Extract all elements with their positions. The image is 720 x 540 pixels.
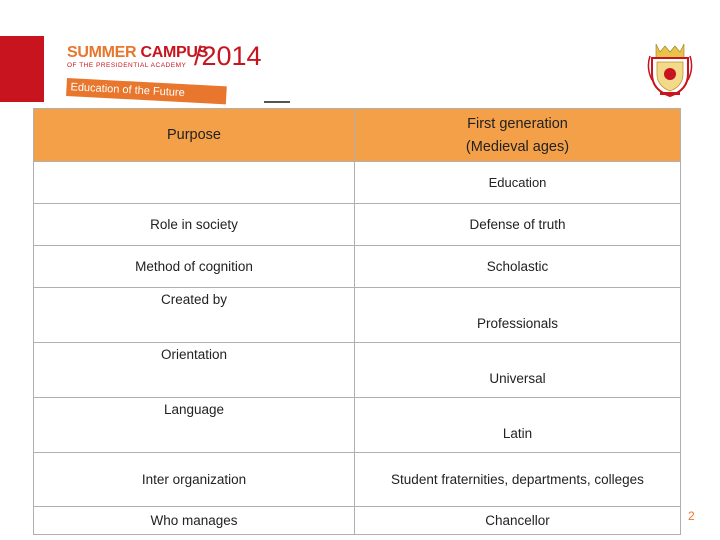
- table-row: [34, 246, 681, 288]
- header-first-generation-line2: (Medieval ages): [465, 139, 570, 155]
- row-value: Latin: [355, 398, 681, 453]
- row-label: Method of cognition: [34, 246, 355, 288]
- table-row: [34, 453, 681, 507]
- row-label: Language: [34, 398, 355, 453]
- row-value: Chancellor: [355, 507, 681, 535]
- header-purpose: Purpose: [34, 109, 355, 162]
- row-label: Orientation: [34, 343, 355, 398]
- table-row: [34, 343, 681, 398]
- row-label: Created by: [34, 288, 355, 343]
- header-first-generation: [355, 109, 681, 162]
- header-first-generation-line1: First generation: [467, 116, 568, 132]
- page-number: 2: [688, 509, 695, 523]
- row-label: Who manages: [34, 507, 355, 535]
- comparison-table: [33, 108, 681, 535]
- logo-tagline-banner: [66, 78, 227, 104]
- logo-word-campus: CAMPUS: [140, 44, 209, 61]
- academy-crest-icon: [646, 38, 694, 98]
- table-header-row: [34, 109, 681, 162]
- logo-underline: [264, 101, 290, 103]
- row-value: Student fraternities, departments, colleges: [355, 453, 681, 507]
- row-value: Professionals: [355, 288, 681, 343]
- red-accent-block: [0, 36, 44, 102]
- logo-word-summer: SUMMER: [67, 44, 137, 61]
- logo-year: /2014: [194, 41, 262, 71]
- row-label: Inter organization: [34, 453, 355, 507]
- row-label: Role in society: [34, 204, 355, 246]
- row-value: Scholastic: [355, 246, 681, 288]
- logo-tagline: Education of the Future: [70, 81, 186, 100]
- table-row: [34, 288, 681, 343]
- table-row: [34, 204, 681, 246]
- logo-title: [67, 44, 208, 62]
- table-row: [34, 507, 681, 535]
- row-value: Education: [355, 162, 681, 204]
- row-label: [34, 162, 355, 204]
- row-value: Universal: [355, 343, 681, 398]
- table-row: [34, 162, 681, 204]
- logo-subtitle: OF THE PRESIDENTIAL ACADEMY: [67, 62, 187, 69]
- table-row: [34, 398, 681, 453]
- summer-campus-logo: [67, 41, 267, 104]
- row-value: Defense of truth: [355, 204, 681, 246]
